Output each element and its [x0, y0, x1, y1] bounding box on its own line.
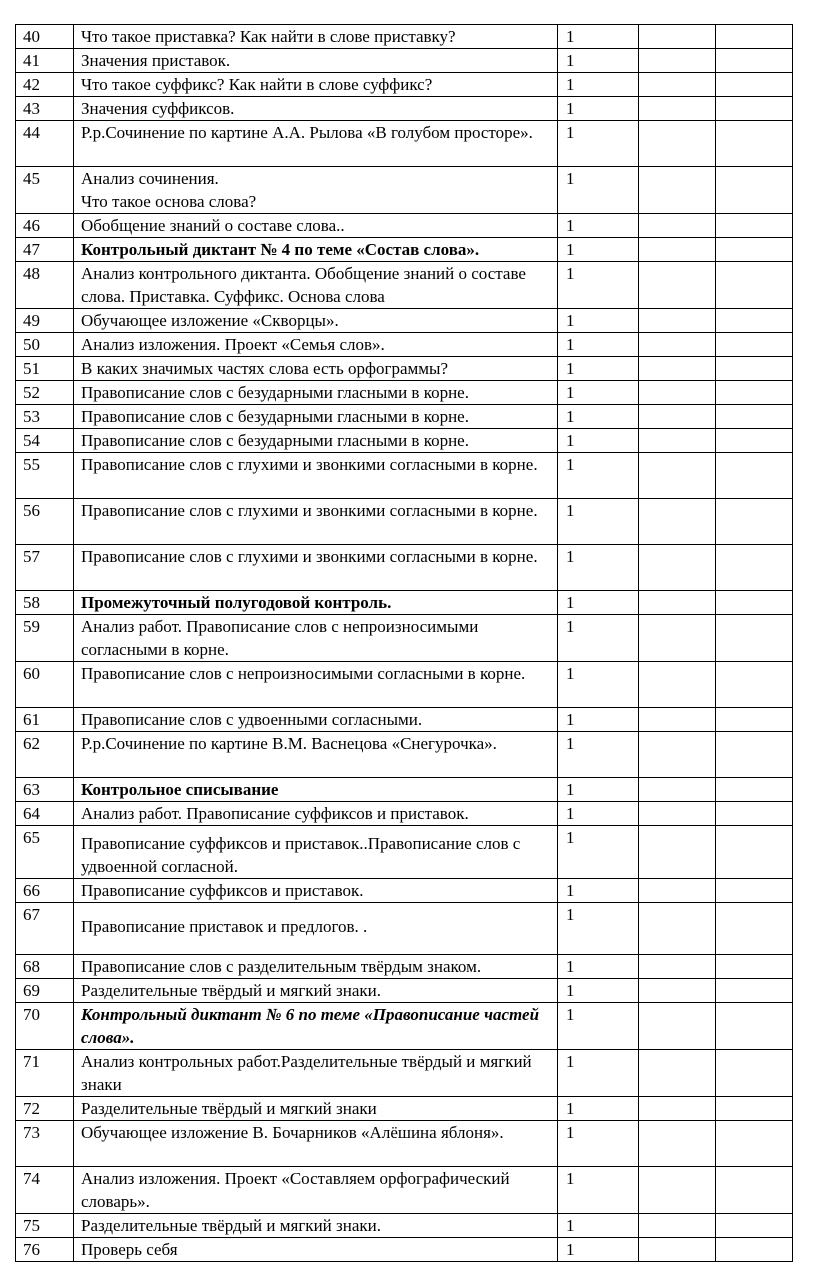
- table-row: [16, 97, 793, 121]
- lesson-topic: Значения приставок.: [74, 49, 558, 73]
- table-row: [16, 955, 793, 979]
- lesson-topic: Правописание слов с удвоенными согласными.: [74, 708, 558, 732]
- lesson-number: 65: [16, 826, 74, 879]
- lesson-hours: 1: [558, 73, 639, 97]
- lesson-hours: 1: [558, 979, 639, 1003]
- lesson-number: 46: [16, 214, 74, 238]
- lesson-hours: 1: [558, 429, 639, 453]
- lesson-topic: Анализ изложения. Проект «Семья слов».: [74, 333, 558, 357]
- lesson-number: 40: [16, 25, 74, 49]
- table-row: [16, 591, 793, 615]
- date-planned-cell: [639, 1003, 716, 1050]
- lesson-number: 41: [16, 49, 74, 73]
- date-planned-cell: [639, 615, 716, 662]
- table-row: [16, 309, 793, 333]
- lesson-hours: 1: [558, 802, 639, 826]
- date-actual-cell: [716, 979, 793, 1003]
- table-row: [16, 1050, 793, 1097]
- lesson-hours: 1: [558, 167, 639, 214]
- lesson-hours: 1: [558, 662, 639, 708]
- date-planned-cell: [639, 1121, 716, 1167]
- lesson-hours: 1: [558, 381, 639, 405]
- lesson-number: 43: [16, 97, 74, 121]
- date-planned-cell: [639, 167, 716, 214]
- lesson-number: 74: [16, 1167, 74, 1214]
- date-planned-cell: [639, 381, 716, 405]
- table-row: [16, 1214, 793, 1238]
- date-planned-cell: [639, 357, 716, 381]
- lesson-number: 45: [16, 167, 74, 214]
- table-row: [16, 802, 793, 826]
- table-row: [16, 73, 793, 97]
- lesson-number: 53: [16, 405, 74, 429]
- date-actual-cell: [716, 662, 793, 708]
- table-row: [16, 453, 793, 499]
- lesson-number: 63: [16, 778, 74, 802]
- table-row: [16, 732, 793, 778]
- lesson-hours: 1: [558, 778, 639, 802]
- date-actual-cell: [716, 1097, 793, 1121]
- date-actual-cell: [716, 1121, 793, 1167]
- date-actual-cell: [716, 826, 793, 879]
- lesson-hours: 1: [558, 615, 639, 662]
- date-actual-cell: [716, 121, 793, 167]
- table-row: [16, 121, 793, 167]
- lesson-hours: 1: [558, 499, 639, 545]
- date-planned-cell: [639, 25, 716, 49]
- table-row: [16, 545, 793, 591]
- date-planned-cell: [639, 1214, 716, 1238]
- date-actual-cell: [716, 167, 793, 214]
- lesson-number: 47: [16, 238, 74, 262]
- date-actual-cell: [716, 214, 793, 238]
- table-row: [16, 1167, 793, 1214]
- lesson-number: 61: [16, 708, 74, 732]
- lesson-number: 66: [16, 879, 74, 903]
- lesson-topic: Правописание слов с глухими и звонкими согласными в корне.: [74, 453, 558, 499]
- lesson-number: 50: [16, 333, 74, 357]
- lesson-topic: Правописание слов с разделительным твёрдым знаком.: [74, 955, 558, 979]
- date-actual-cell: [716, 1167, 793, 1214]
- date-actual-cell: [716, 309, 793, 333]
- lesson-number: 60: [16, 662, 74, 708]
- lesson-topic: Разделительные твёрдый и мягкий знаки.: [74, 1214, 558, 1238]
- table-row: [16, 615, 793, 662]
- date-planned-cell: [639, 73, 716, 97]
- date-actual-cell: [716, 879, 793, 903]
- lesson-topic: Разделительные твёрдый и мягкий знаки: [74, 1097, 558, 1121]
- table-row: [16, 879, 793, 903]
- table-row: [16, 778, 793, 802]
- date-actual-cell: [716, 405, 793, 429]
- table-row: [16, 405, 793, 429]
- lesson-topic: Обобщение знаний о составе слова..: [74, 214, 558, 238]
- date-planned-cell: [639, 955, 716, 979]
- lesson-topic: Анализ контрольного диктанта. Обобщение знаний о составе слова. Приставка. Суффикс. Основа слова: [74, 262, 558, 309]
- lesson-topic: Обучающее изложение В. Бочарников «Алёшина яблоня».: [74, 1121, 558, 1167]
- date-actual-cell: [716, 1214, 793, 1238]
- date-planned-cell: [639, 309, 716, 333]
- date-actual-cell: [716, 333, 793, 357]
- lesson-number: 52: [16, 381, 74, 405]
- lesson-number: 68: [16, 955, 74, 979]
- lesson-hours: 1: [558, 732, 639, 778]
- lesson-number: 57: [16, 545, 74, 591]
- lesson-topic: Анализ изложения. Проект «Составляем орфографический словарь».: [74, 1167, 558, 1214]
- table-row: [16, 708, 793, 732]
- lesson-topic: В каких значимых частях слова есть орфограммы?: [74, 357, 558, 381]
- date-planned-cell: [639, 1167, 716, 1214]
- lesson-hours: 1: [558, 453, 639, 499]
- lesson-hours: 1: [558, 1003, 639, 1050]
- lesson-number: 76: [16, 1238, 74, 1262]
- lesson-number: 56: [16, 499, 74, 545]
- lesson-hours: 1: [558, 309, 639, 333]
- lesson-hours: 1: [558, 1167, 639, 1214]
- lesson-hours: 1: [558, 357, 639, 381]
- lesson-hours: 1: [558, 591, 639, 615]
- lesson-number: 48: [16, 262, 74, 309]
- lesson-hours: 1: [558, 1238, 639, 1262]
- date-actual-cell: [716, 238, 793, 262]
- lesson-number: 67: [16, 903, 74, 955]
- date-planned-cell: [639, 1050, 716, 1097]
- lesson-hours: 1: [558, 121, 639, 167]
- table-row: [16, 262, 793, 309]
- lesson-topic: Правописание суффиксов и приставок.: [74, 879, 558, 903]
- date-planned-cell: [639, 238, 716, 262]
- lesson-topic: Контрольный диктант № 6 по теме «Правописание частей слова».: [74, 1003, 558, 1050]
- date-actual-cell: [716, 778, 793, 802]
- date-actual-cell: [716, 955, 793, 979]
- lesson-number: 54: [16, 429, 74, 453]
- lesson-hours: 1: [558, 97, 639, 121]
- date-actual-cell: [716, 429, 793, 453]
- table-row: [16, 429, 793, 453]
- date-actual-cell: [716, 499, 793, 545]
- lesson-topic: Анализ работ. Правописание слов с непроизносимыми согласными в корне.: [74, 615, 558, 662]
- lesson-hours: 1: [558, 1121, 639, 1167]
- lesson-hours: 1: [558, 708, 639, 732]
- date-actual-cell: [716, 545, 793, 591]
- lesson-topic: Что такое приставка? Как найти в слове приставку?: [74, 25, 558, 49]
- date-actual-cell: [716, 615, 793, 662]
- date-planned-cell: [639, 262, 716, 309]
- date-actual-cell: [716, 73, 793, 97]
- date-planned-cell: [639, 708, 716, 732]
- date-planned-cell: [639, 662, 716, 708]
- table-row: [16, 1121, 793, 1167]
- lesson-topic: Значения суффиксов.: [74, 97, 558, 121]
- date-planned-cell: [639, 903, 716, 955]
- lesson-number: 51: [16, 357, 74, 381]
- lesson-hours: 1: [558, 903, 639, 955]
- table-row: [16, 826, 793, 879]
- lesson-number: 62: [16, 732, 74, 778]
- date-actual-cell: [716, 903, 793, 955]
- table-row: [16, 214, 793, 238]
- lesson-topic: Контрольный диктант № 4 по теме «Состав слова».: [74, 238, 558, 262]
- lesson-topic: Анализ работ. Правописание суффиксов и приставок.: [74, 802, 558, 826]
- lesson-number: 59: [16, 615, 74, 662]
- lesson-hours: 1: [558, 405, 639, 429]
- date-actual-cell: [716, 357, 793, 381]
- date-actual-cell: [716, 1050, 793, 1097]
- date-planned-cell: [639, 826, 716, 879]
- lesson-hours: 1: [558, 545, 639, 591]
- lesson-hours: 1: [558, 955, 639, 979]
- date-actual-cell: [716, 49, 793, 73]
- lesson-hours: 1: [558, 879, 639, 903]
- date-planned-cell: [639, 979, 716, 1003]
- date-planned-cell: [639, 778, 716, 802]
- date-planned-cell: [639, 405, 716, 429]
- table-row: [16, 167, 793, 214]
- table-row: [16, 1097, 793, 1121]
- lesson-number: 73: [16, 1121, 74, 1167]
- lesson-topic: Правописание слов с безударными гласными в корне.: [74, 429, 558, 453]
- lesson-hours: 1: [558, 214, 639, 238]
- date-planned-cell: [639, 453, 716, 499]
- lesson-hours: 1: [558, 1050, 639, 1097]
- date-planned-cell: [639, 97, 716, 121]
- lesson-plan-body: [16, 25, 793, 1262]
- lesson-topic: Разделительные твёрдый и мягкий знаки.: [74, 979, 558, 1003]
- lesson-number: 75: [16, 1214, 74, 1238]
- date-actual-cell: [716, 708, 793, 732]
- date-actual-cell: [716, 802, 793, 826]
- date-planned-cell: [639, 802, 716, 826]
- date-actual-cell: [716, 732, 793, 778]
- date-planned-cell: [639, 214, 716, 238]
- lesson-topic: Правописание слов с непроизносимыми согласными в корне.: [74, 662, 558, 708]
- table-row: [16, 357, 793, 381]
- lesson-hours: 1: [558, 262, 639, 309]
- lesson-topic: Анализ сочинения. Что такое основа слова?: [74, 167, 558, 214]
- date-planned-cell: [639, 591, 716, 615]
- lesson-number: 58: [16, 591, 74, 615]
- lesson-hours: 1: [558, 1214, 639, 1238]
- date-planned-cell: [639, 732, 716, 778]
- lesson-topic: Контрольное списывание: [74, 778, 558, 802]
- lesson-hours: 1: [558, 238, 639, 262]
- date-planned-cell: [639, 1097, 716, 1121]
- table-row: [16, 903, 793, 955]
- lesson-topic: Р.р.Сочинение по картине В.М. Васнецова «Снегурочка».: [74, 732, 558, 778]
- lesson-topic: Правописание слов с безударными гласными в корне.: [74, 405, 558, 429]
- date-planned-cell: [639, 499, 716, 545]
- lesson-topic: Что такое суффикс? Как найти в слове суффикс?: [74, 73, 558, 97]
- lesson-number: 69: [16, 979, 74, 1003]
- table-row: [16, 238, 793, 262]
- date-actual-cell: [716, 381, 793, 405]
- lesson-topic: Обучающее изложение «Скворцы».: [74, 309, 558, 333]
- table-row: [16, 662, 793, 708]
- lesson-topic: Проверь себя: [74, 1238, 558, 1262]
- date-planned-cell: [639, 545, 716, 591]
- table-row: [16, 499, 793, 545]
- date-actual-cell: [716, 453, 793, 499]
- lesson-hours: 1: [558, 1097, 639, 1121]
- date-planned-cell: [639, 333, 716, 357]
- lesson-hours: 1: [558, 333, 639, 357]
- date-planned-cell: [639, 121, 716, 167]
- table-row: [16, 381, 793, 405]
- lesson-topic: Правописание слов с глухими и звонкими согласными в корне.: [74, 499, 558, 545]
- lesson-number: 42: [16, 73, 74, 97]
- lesson-topic: Правописание суффиксов и приставок..Правописание слов с удвоенной согласной.: [74, 826, 558, 879]
- lesson-number: 64: [16, 802, 74, 826]
- lesson-number: 55: [16, 453, 74, 499]
- lesson-number: 70: [16, 1003, 74, 1050]
- lesson-topic: Правописание приставок и предлогов. .: [74, 903, 558, 955]
- table-row: [16, 333, 793, 357]
- table-row: [16, 49, 793, 73]
- lesson-number: 72: [16, 1097, 74, 1121]
- date-planned-cell: [639, 49, 716, 73]
- lesson-topic: Правописание слов с глухими и звонкими согласными в корне.: [74, 545, 558, 591]
- lesson-hours: 1: [558, 826, 639, 879]
- date-actual-cell: [716, 25, 793, 49]
- lesson-plan-table: [15, 24, 793, 1262]
- date-actual-cell: [716, 591, 793, 615]
- lesson-hours: 1: [558, 25, 639, 49]
- lesson-number: 44: [16, 121, 74, 167]
- lesson-number: 71: [16, 1050, 74, 1097]
- lesson-topic: Р.р.Сочинение по картине А.А. Рылова «В голубом просторе».: [74, 121, 558, 167]
- lesson-number: 49: [16, 309, 74, 333]
- lesson-hours: 1: [558, 49, 639, 73]
- lesson-topic: Правописание слов с безударными гласными в корне.: [74, 381, 558, 405]
- lesson-topic: Промежуточный полугодовой контроль.: [74, 591, 558, 615]
- table-row: [16, 979, 793, 1003]
- date-planned-cell: [639, 429, 716, 453]
- date-actual-cell: [716, 97, 793, 121]
- date-actual-cell: [716, 262, 793, 309]
- date-actual-cell: [716, 1003, 793, 1050]
- date-planned-cell: [639, 879, 716, 903]
- table-row: [16, 1003, 793, 1050]
- lesson-topic: Анализ контрольных работ.Разделительные твёрдый и мягкий знаки: [74, 1050, 558, 1097]
- table-row: [16, 25, 793, 49]
